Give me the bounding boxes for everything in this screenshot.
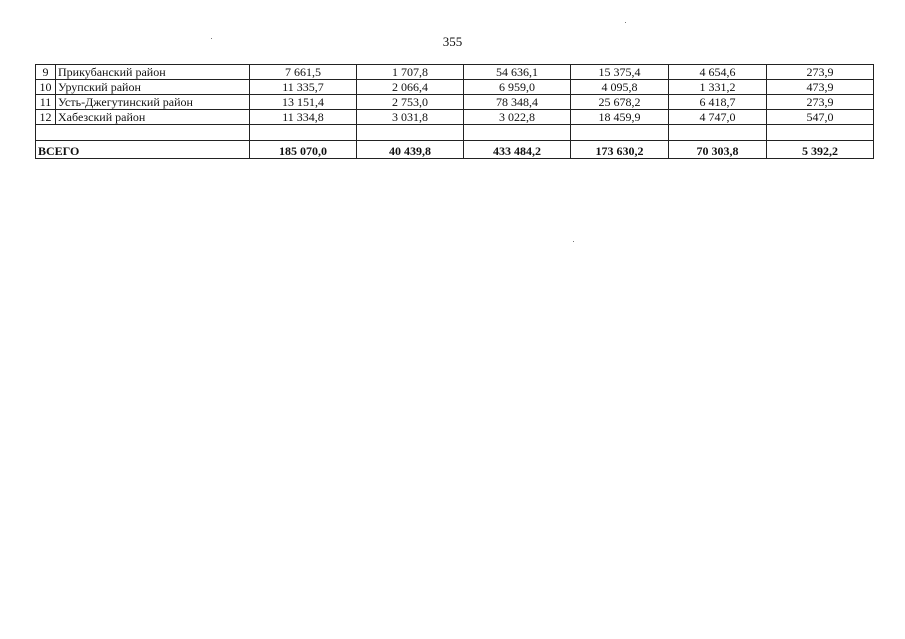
district-name: Прикубанский район bbox=[56, 65, 250, 80]
cell-value: 473,9 bbox=[767, 80, 874, 95]
district-name: Хабезский район bbox=[56, 110, 250, 125]
cell-value: 3 031,8 bbox=[357, 110, 464, 125]
scan-speck bbox=[573, 241, 574, 242]
cell-value: 13 151,4 bbox=[250, 95, 357, 110]
total-value: 5 392,2 bbox=[767, 141, 874, 159]
cell-value: 4 747,0 bbox=[669, 110, 767, 125]
table-row bbox=[36, 65, 874, 80]
total-value: 40 439,8 bbox=[357, 141, 464, 159]
cell-value: 78 348,4 bbox=[464, 95, 571, 110]
total-value: 173 630,2 bbox=[571, 141, 669, 159]
budget-table bbox=[35, 64, 874, 159]
cell-value: 2 753,0 bbox=[357, 95, 464, 110]
empty-cell bbox=[357, 125, 464, 141]
empty-cell bbox=[464, 125, 571, 141]
cell-value: 4 654,6 bbox=[669, 65, 767, 80]
table-row bbox=[36, 80, 874, 95]
cell-value: 273,9 bbox=[767, 65, 874, 80]
table-row bbox=[36, 110, 874, 125]
cell-value: 15 375,4 bbox=[571, 65, 669, 80]
cell-value: 2 066,4 bbox=[357, 80, 464, 95]
cell-value: 11 335,7 bbox=[250, 80, 357, 95]
scan-speck bbox=[625, 22, 626, 23]
cell-value: 18 459,9 bbox=[571, 110, 669, 125]
total-row bbox=[36, 141, 874, 159]
cell-value: 1 707,8 bbox=[357, 65, 464, 80]
cell-value: 6 959,0 bbox=[464, 80, 571, 95]
cell-value: 6 418,7 bbox=[669, 95, 767, 110]
cell-value: 11 334,8 bbox=[250, 110, 357, 125]
cell-value: 273,9 bbox=[767, 95, 874, 110]
district-name: Урупский район bbox=[56, 80, 250, 95]
cell-value: 7 661,5 bbox=[250, 65, 357, 80]
total-value: 433 484,2 bbox=[464, 141, 571, 159]
scan-speck bbox=[211, 38, 212, 39]
cell-value: 547,0 bbox=[767, 110, 874, 125]
total-value: 185 070,0 bbox=[250, 141, 357, 159]
row-number: 9 bbox=[36, 65, 56, 80]
cell-value: 54 636,1 bbox=[464, 65, 571, 80]
cell-value: 1 331,2 bbox=[669, 80, 767, 95]
table-row bbox=[36, 95, 874, 110]
total-label: ВСЕГО bbox=[36, 141, 250, 159]
empty-cell bbox=[669, 125, 767, 141]
page-number: 355 bbox=[442, 34, 463, 49]
empty-cell bbox=[36, 125, 250, 141]
cell-value: 25 678,2 bbox=[571, 95, 669, 110]
cell-value: 4 095,8 bbox=[571, 80, 669, 95]
row-number: 12 bbox=[36, 110, 56, 125]
cell-value: 3 022,8 bbox=[464, 110, 571, 125]
empty-cell bbox=[250, 125, 357, 141]
row-number: 11 bbox=[36, 95, 56, 110]
empty-cell bbox=[767, 125, 874, 141]
row-number: 10 bbox=[36, 80, 56, 95]
empty-cell bbox=[571, 125, 669, 141]
empty-row bbox=[36, 125, 874, 141]
total-value: 70 303,8 bbox=[669, 141, 767, 159]
district-name: Усть-Джегутинский район bbox=[56, 95, 250, 110]
